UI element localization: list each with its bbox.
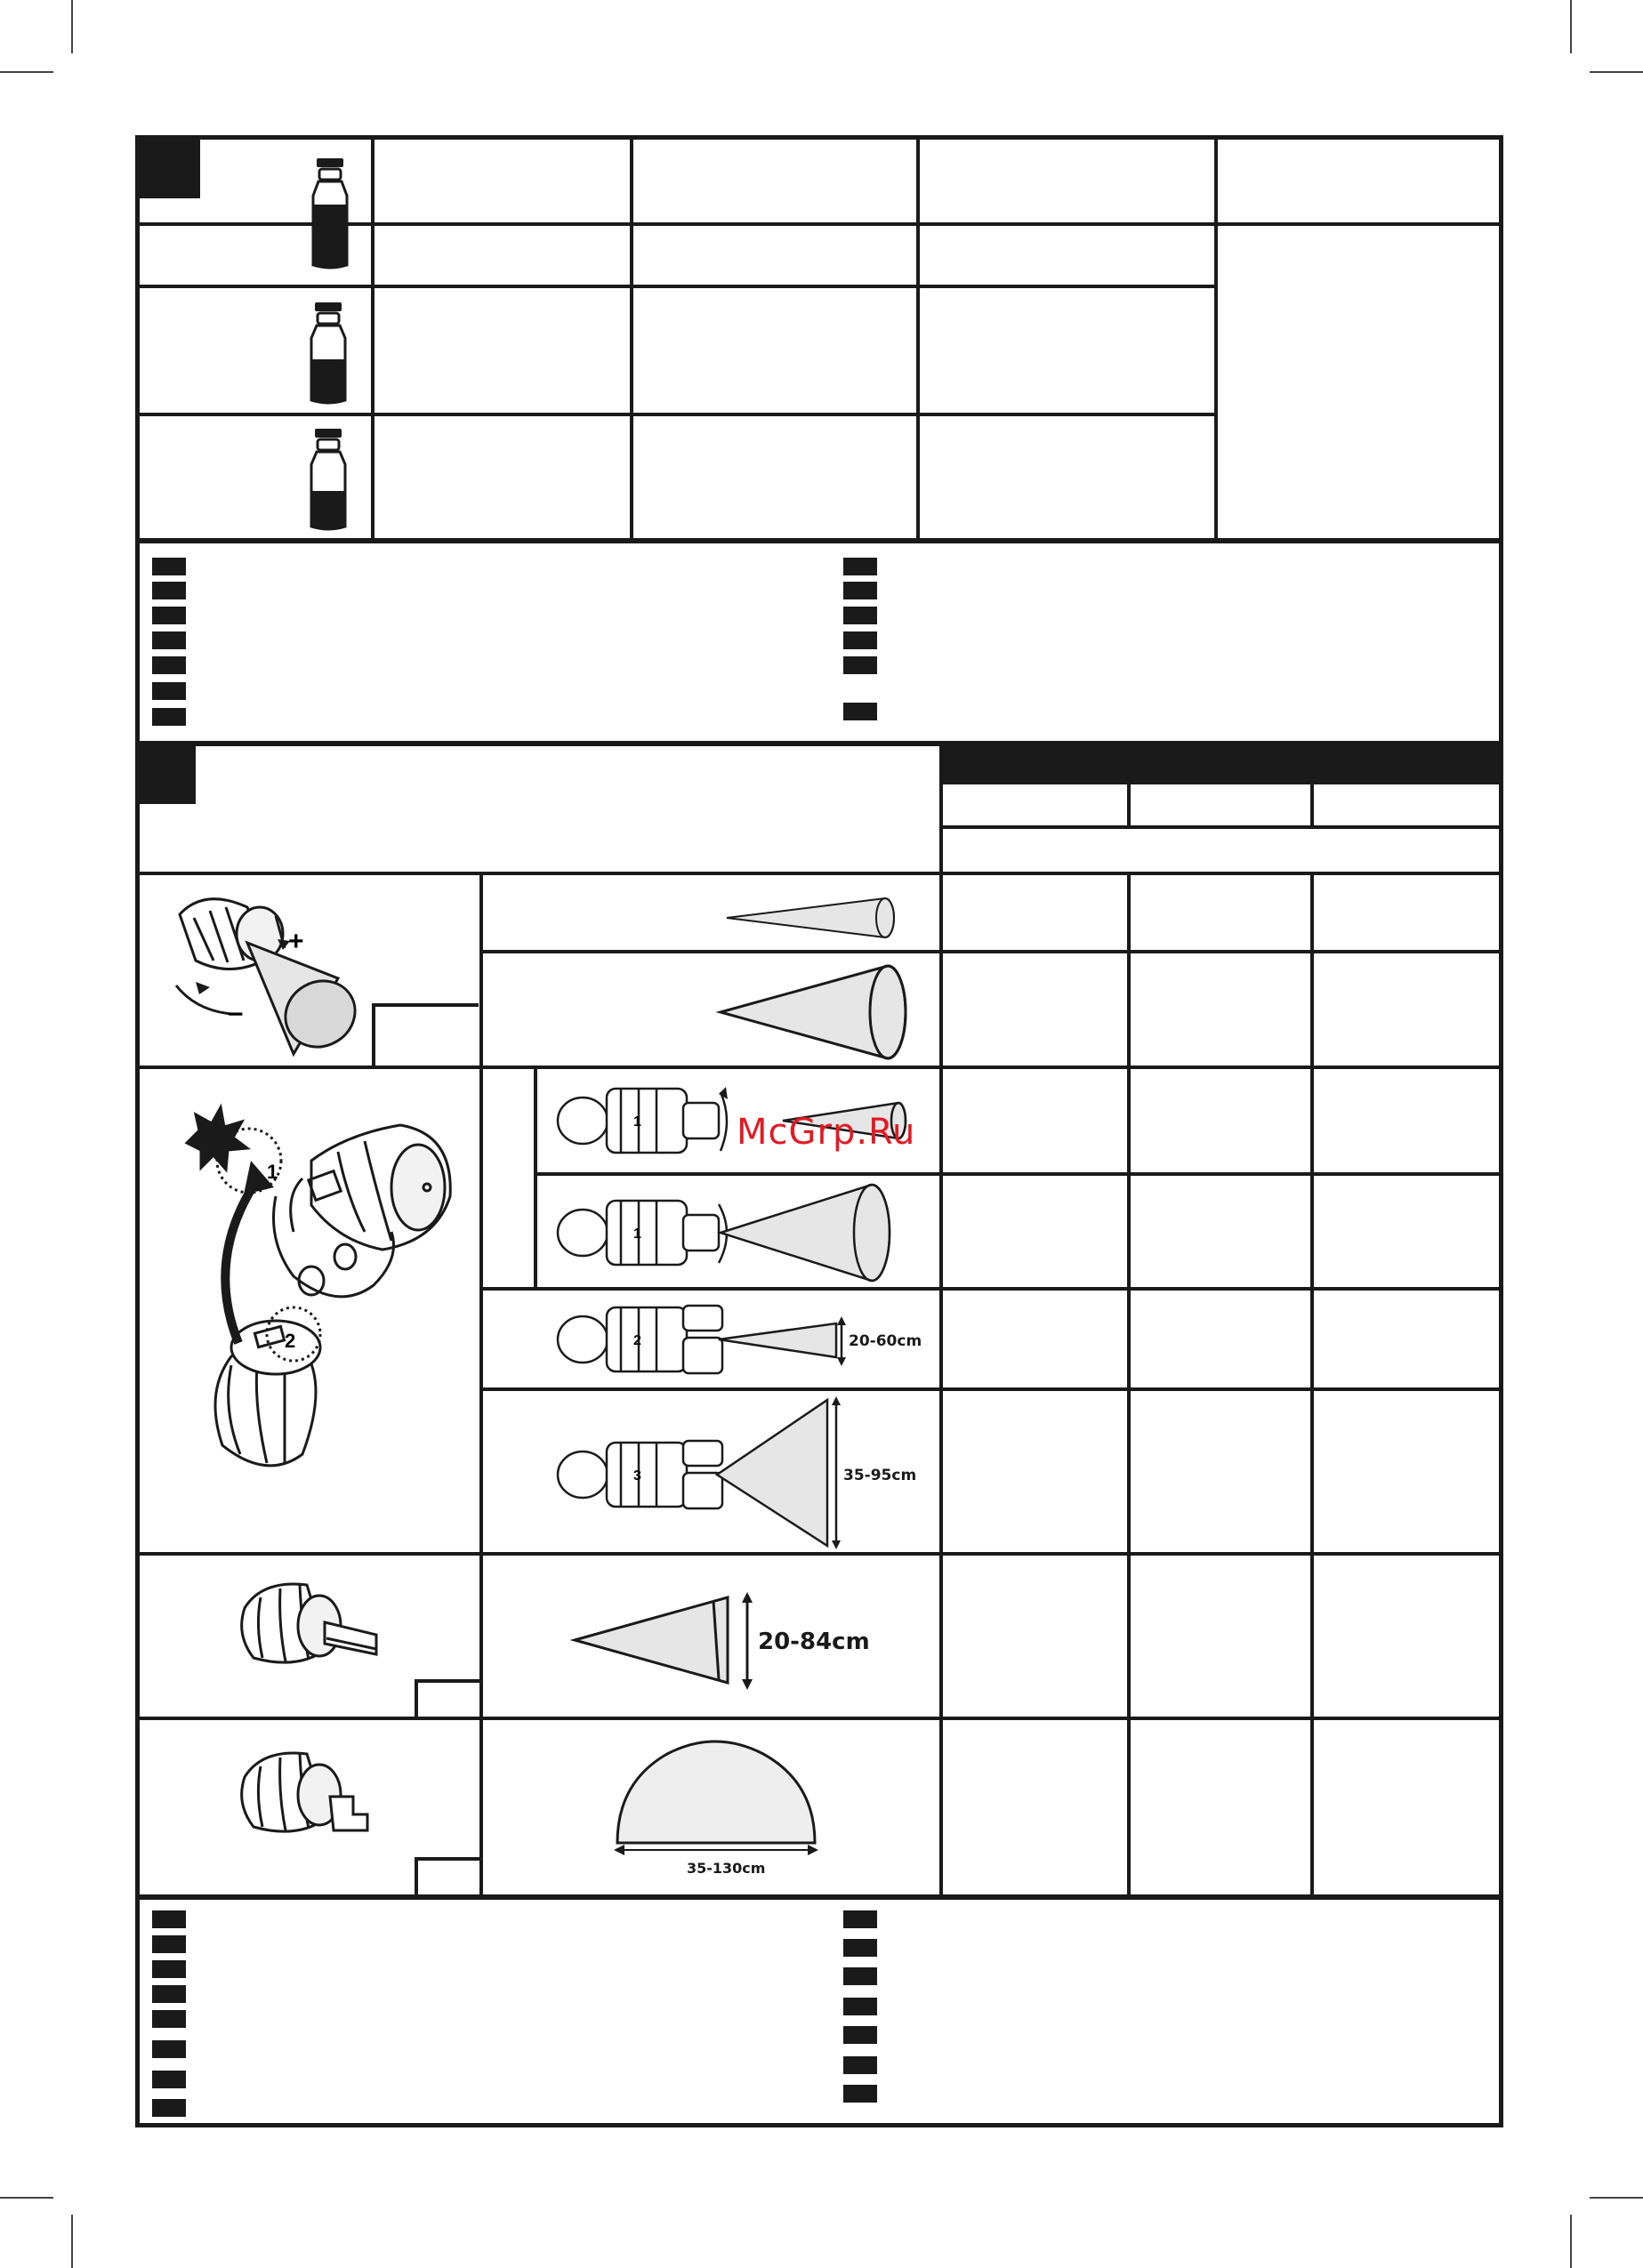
position-2-label: 2 <box>633 1333 641 1348</box>
position-1-label: 1 <box>267 1161 278 1183</box>
position-2-label: 2 <box>285 1330 296 1352</box>
position-3-label: 3 <box>633 1468 641 1484</box>
flat-nozzle-illustration <box>227 1572 387 1688</box>
row-tab <box>415 1857 480 1894</box>
table-header-bar <box>941 745 1502 784</box>
crop-mark <box>1590 2197 1643 2199</box>
crop-mark <box>71 2215 73 2268</box>
bottle-icon <box>308 429 349 532</box>
bottle-icon <box>310 158 350 270</box>
crop-mark <box>1590 71 1643 73</box>
crop-mark <box>1570 2215 1572 2268</box>
spray-range-label: 20-84cm <box>758 1629 870 1655</box>
nozzle-pos3-spray <box>552 1393 925 1549</box>
position-1-label: 1 <box>633 1114 641 1130</box>
plus-label: + <box>288 927 304 956</box>
row-tab <box>372 1003 479 1066</box>
narrow-spray-cone <box>725 893 903 943</box>
wide-spray-cone <box>719 962 906 1062</box>
nozzle-pos2-spray <box>552 1297 925 1382</box>
crop-mark <box>0 71 53 73</box>
minus-label: − <box>228 1000 244 1029</box>
fan-spray-shape <box>605 1729 836 1880</box>
crop-mark <box>1570 0 1572 53</box>
watermark: McGrp.Ru <box>737 1112 916 1153</box>
section-marker-b <box>138 745 196 804</box>
nozzle-rotation-illustration <box>169 1098 471 1499</box>
nozzle-pos1-wide <box>552 1183 916 1283</box>
spray-range-label: 20-60cm <box>849 1332 922 1350</box>
fan-nozzle-illustration <box>227 1741 387 1857</box>
position-1-label: 1 <box>633 1226 641 1242</box>
crop-mark <box>0 2197 53 2199</box>
spray-range-label: 35-95cm <box>843 1467 917 1484</box>
row-tab <box>415 1679 480 1717</box>
section-marker-a <box>138 138 200 198</box>
bottle-icon <box>308 302 349 406</box>
spray-range-label: 35-130cm <box>687 1860 766 1877</box>
crop-mark <box>71 0 73 53</box>
flat-spray-shape <box>569 1592 870 1690</box>
adjustable-nozzle-illustration <box>160 881 374 1058</box>
